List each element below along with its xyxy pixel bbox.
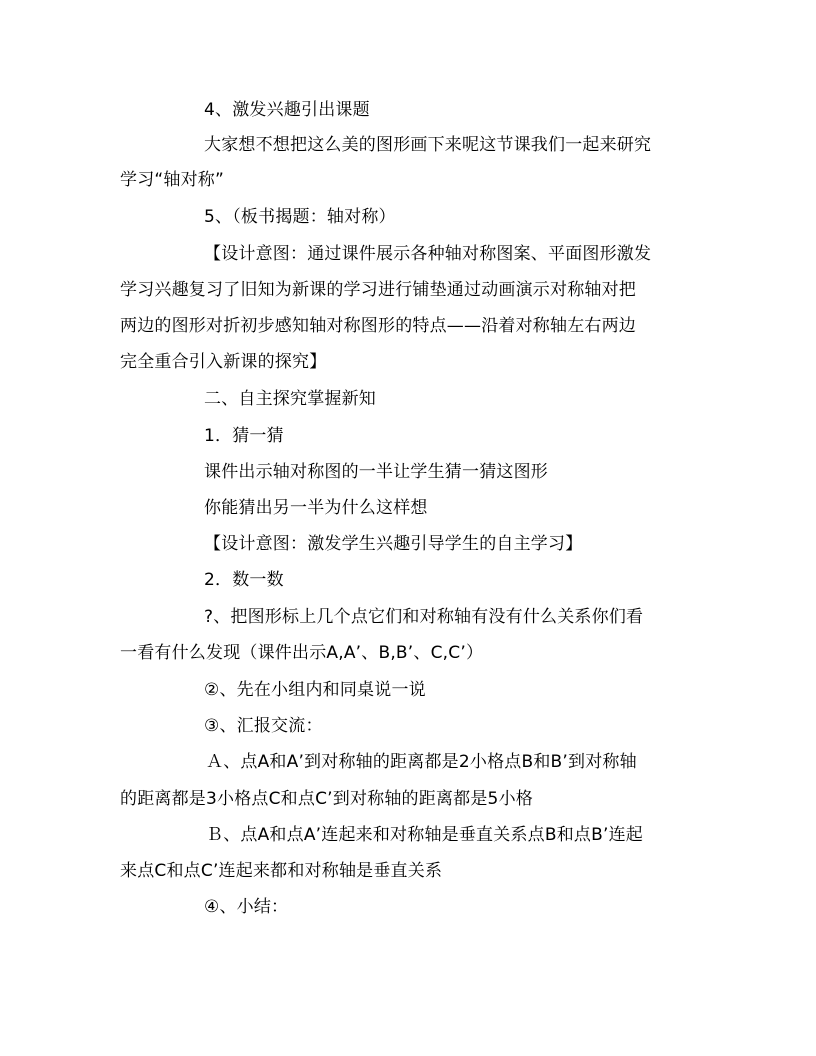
design-intent-line: 完全重合引入新课的探究】	[120, 352, 327, 372]
design-intent-line: 【设计意图：激发学生兴趣引导学生的自主学习】	[204, 534, 583, 554]
design-intent-line: 【设计意图：通过课件展示各种轴对称图案、平面图形激发	[204, 244, 652, 264]
paragraph-line: ?、把图形标上几个点它们和对称轴有没有什么关系你们看	[204, 607, 644, 627]
list-item: ④、小结：	[204, 897, 289, 917]
section-heading-2: 二、自主探究掌握新知	[204, 389, 376, 409]
list-item: ③、汇报交流：	[204, 716, 323, 736]
heading-4-spark-interest: 4、激发兴趣引出课题	[204, 100, 370, 120]
heading-5-board-title: 5、（板书揭题：轴对称）	[204, 207, 396, 227]
paragraph-line: 学习“轴对称”	[120, 170, 225, 190]
design-intent-line: 两边的图形对折初步感知轴对称图形的特点——沿着对称轴左右两边	[120, 316, 636, 336]
paragraph-line: 的距离都是3小格点C和点C’到对称轴的距离都是5小格	[120, 789, 533, 809]
paragraph-line: 大家想不想把这么美的图形画下来呢这节课我们一起来研究	[204, 135, 652, 155]
paragraph-line: 你能猜出另一半为什么这样想	[204, 498, 428, 518]
paragraph-line: Ａ、点A和A’到对称轴的距离都是2小格点B和B’到对称轴	[206, 752, 637, 772]
paragraph-line: 课件出示轴对称图的一半让学生猜一猜这图形	[204, 462, 548, 482]
paragraph-line: Ｂ、点A和点A’连起来和对称轴是垂直关系点B和点B’连起	[206, 825, 643, 845]
design-intent-line: 学习兴趣复习了旧知为新课的学习进行铺垫通过动画演示对称轴对把	[120, 280, 636, 300]
paragraph-line: 来点C和点C’连起来都和对称轴是垂直关系	[120, 861, 443, 881]
paragraph-line: 一看有什么发现（课件出示A,A’、B,B’、C,C’）	[120, 643, 484, 663]
subheading-count: 2．数一数	[204, 570, 284, 590]
subheading-guess: 1．猜一猜	[204, 426, 284, 446]
list-item: ②、先在小组内和同桌说一说	[204, 680, 426, 700]
